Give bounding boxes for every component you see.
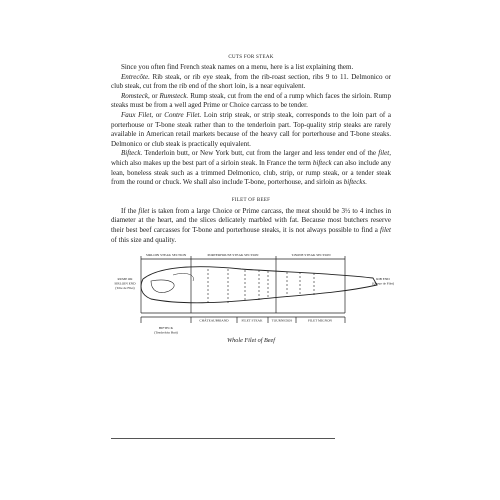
label-rump-end-1: RUMP OR bbox=[117, 277, 133, 282]
label-rib-end-1: RIB END bbox=[376, 277, 390, 282]
paragraph-bifteck: Bifteck. Tenderloin butt, or New York butt, cut from the larger and less tender end of the filet, which also makes up the best part of a sirloin steak. In France the term bifteck can also include any lean, boneless steak such as a trimmed Delmonico, club, strip, or rump steak, or a tender steak from the round or chuck. We shall also include T-bone, porterhouse, and sirloin as biftecks. bbox=[111, 149, 392, 187]
label-chateaubriand: CHÂTEAUBRIAND bbox=[199, 318, 229, 323]
paragraph-entrecote: Entrecôte. Rib steak, or rib eye steak, from the rib-roast section, ribs 9 to 11. Delmonico or club steak, cut from the rib end of the short loin, is a near equivalent. bbox=[111, 72, 391, 91]
filet-outline bbox=[141, 267, 377, 303]
term-romsteck: Romsteck, bbox=[121, 91, 150, 100]
filet-diagram bbox=[111, 251, 395, 359]
filet-diagram-svg bbox=[111, 251, 395, 341]
label-rib-end-2: (Queue de Filet) bbox=[371, 281, 395, 286]
label-rump-end-2: SIRLOIN END bbox=[114, 281, 136, 286]
paragraph-faux-filet: Faux Filet, or Contre Filet. Loin strip steak, or strip steak, corresponds to the loin part of a porterhouse or T-bone steak rather than to the tenderloin part. Top-quality strip steaks are rarely available in American retail markets because of the heavy call for porterhouse and T-bone steaks. Delmonico or club steak is practically equivalent. bbox=[111, 110, 391, 148]
label-tbone-section: T-BONE STEAK SECTION bbox=[291, 253, 331, 258]
paragraph-filet: If the filet is taken from a large Choice or Prime carcass, the meat should be 3½ to 4 inches in diameter at the heart, and the slices delicately marbled with fat. Because most butchers reserve their best beef carcasses for T-bone and porterhouse steaks, it is not always possible to find a filet of this size and quality. bbox=[111, 206, 391, 244]
label-bifteck: BIFTECK bbox=[158, 326, 174, 331]
paragraph-romsteck: Romsteck, or Rumsteck. Rump steak, cut from the end of a rump which faces the sirloin. Rump steaks must be from a well aged Prime or Choice carcass to be tender. bbox=[111, 91, 391, 110]
label-tournedos: TOURNEDOS bbox=[271, 318, 293, 323]
label-filet-mignon: FILET MIGNON bbox=[308, 318, 332, 323]
paragraph-intro: Since you often find French steak names on a menu, here is a list explaining them. bbox=[121, 63, 354, 71]
label-sirloin-section: SIRLOIN STEAK SECTION bbox=[145, 253, 187, 258]
page-content bbox=[111, 55, 395, 359]
figure-caption: Whole Filet of Beef bbox=[227, 337, 275, 345]
term-bifteck: Bifteck. bbox=[121, 149, 143, 158]
term-contre-filet: Contre Filet. bbox=[164, 110, 202, 119]
section-heading-cuts: CUTS FOR STEAK bbox=[228, 55, 274, 60]
label-filet-steak: FILET STEAK bbox=[241, 318, 263, 323]
label-porterhouse-section: PORTERHOUSE STEAK SECTION bbox=[207, 253, 259, 258]
footer-rule bbox=[111, 438, 335, 439]
term-entrecote: Entrecôte. bbox=[121, 72, 150, 81]
section-heading-filet: FILET OF BEEF bbox=[231, 197, 271, 203]
term-faux-filet: Faux Filet, bbox=[121, 110, 154, 119]
term-rumsteck: Rumsteck. bbox=[159, 91, 189, 100]
label-rump-end-3: (Tête de Filet) bbox=[115, 286, 135, 291]
label-tenderloin-butt: (Tenderloin Butt) bbox=[154, 330, 178, 335]
